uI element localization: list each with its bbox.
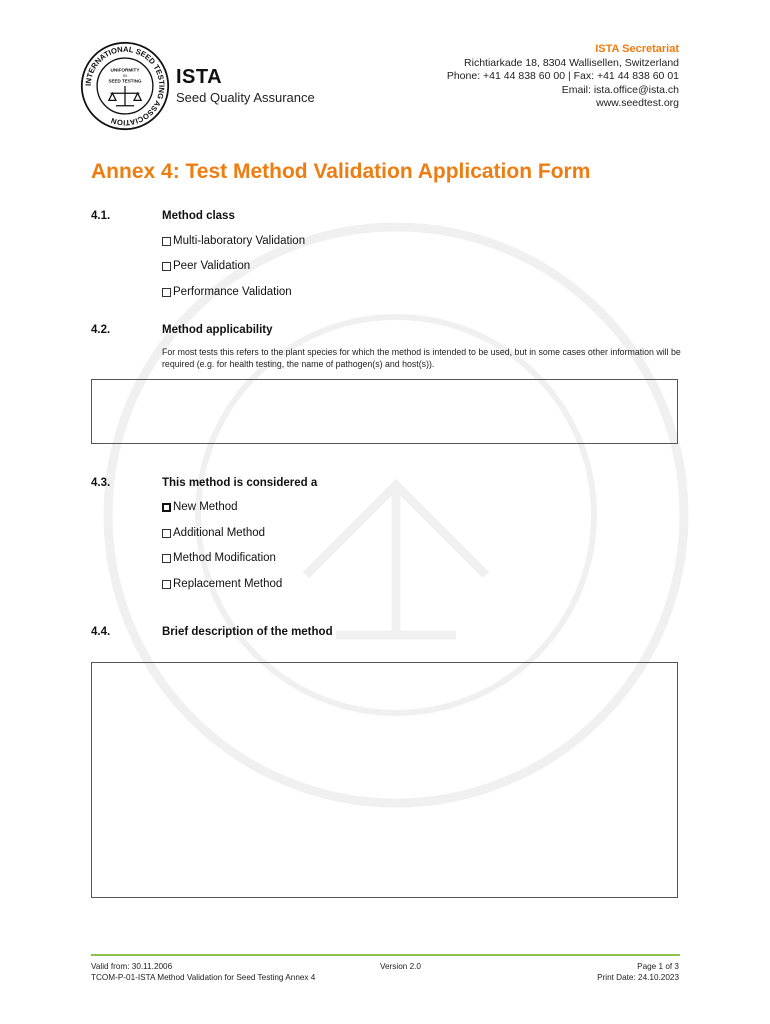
checkbox-new-method[interactable]	[162, 501, 238, 513]
checkbox-icon[interactable]	[162, 288, 171, 297]
svg-text:IN: IN	[122, 73, 128, 78]
section-number: 4.2.	[91, 324, 111, 336]
applicability-note: For most tests this refers to the plant species for which the method is intended to be used, but in some cases other information will be required (e.g. for health testing, the name of pathogen(s) and host(s)).	[162, 347, 681, 369]
section-heading-method-class: Method class	[162, 210, 235, 222]
phone-fax: Phone: +41 44 838 60 00 | Fax: +41 44 838 60 01	[446, 70, 679, 82]
checkbox-label: Multi-laboratory Validation	[173, 235, 306, 247]
checkbox-icon[interactable]	[162, 237, 171, 246]
ista-logo-seal	[80, 41, 170, 131]
section-number: 4.1.	[91, 210, 111, 222]
brand-name: ISTA	[176, 66, 223, 88]
checkbox-label: New Method	[173, 501, 238, 513]
footer-right	[597, 961, 679, 983]
footer-version: Version 2.0	[380, 962, 421, 971]
page-number: Page 1 of 3	[637, 962, 679, 971]
valid-from: Valid from: 30.11.2006	[91, 962, 173, 971]
checkbox-replacement-method[interactable]	[162, 578, 282, 590]
organization-name: ISTA Secretariat	[595, 43, 679, 55]
section-number: 4.4.	[91, 626, 111, 638]
method-description-input[interactable]	[91, 662, 678, 898]
section-heading-brief-description: Brief description of the method	[162, 626, 333, 638]
checkbox-additional-method[interactable]	[162, 527, 265, 539]
svg-text:UNIFORMITY: UNIFORMITY	[110, 67, 140, 73]
checkbox-label: Method Modification	[173, 552, 276, 564]
checkbox-icon[interactable]	[162, 529, 171, 538]
svg-text:INTERNATIONAL SEED TESTING ASS: INTERNATIONAL SEED TESTING ASSOCIATION	[83, 44, 167, 128]
checkbox-label: Performance Validation	[173, 286, 292, 298]
email: Email: ista.office@ista.ch	[561, 83, 679, 96]
section-heading-method-type: This method is considered a	[162, 477, 318, 489]
checkbox-multi-laboratory-validation[interactable]	[162, 235, 305, 247]
address: Richtiarkade 18, 8304 Wallisellen, Switzerland	[464, 56, 679, 69]
website: www.seedtest.org	[596, 97, 679, 109]
form-title: Annex 4: Test Method Validation Application Form	[91, 160, 591, 183]
checkbox-icon[interactable]	[162, 554, 171, 563]
checkbox-performance-validation[interactable]	[162, 286, 292, 298]
checkbox-icon[interactable]	[162, 262, 171, 271]
checkbox-peer-validation[interactable]	[162, 260, 250, 272]
brand-subtitle: Seed Quality Assurance	[176, 90, 315, 105]
checkbox-label: Additional Method	[173, 527, 266, 539]
document-id: TCOM-P-01-ISTA Method Validation for Seed Testing Annex 4	[91, 973, 316, 982]
section-number: 4.3.	[91, 477, 111, 489]
print-date: Print Date: 24.10.2023	[597, 973, 679, 982]
checkbox-label: Replacement Method	[173, 578, 283, 590]
checkbox-method-modification[interactable]	[162, 552, 276, 564]
svg-text:SEED TESTING: SEED TESTING	[108, 78, 142, 84]
footer-divider	[91, 954, 680, 956]
checkbox-label: Peer Validation	[173, 260, 251, 272]
footer-left	[91, 961, 315, 983]
checkbox-icon[interactable]	[162, 580, 171, 589]
checkbox-checked-icon[interactable]	[162, 503, 171, 512]
method-applicability-input[interactable]	[91, 379, 678, 444]
section-heading-method-applicability: Method applicability	[162, 324, 273, 336]
contact-block	[447, 43, 679, 111]
